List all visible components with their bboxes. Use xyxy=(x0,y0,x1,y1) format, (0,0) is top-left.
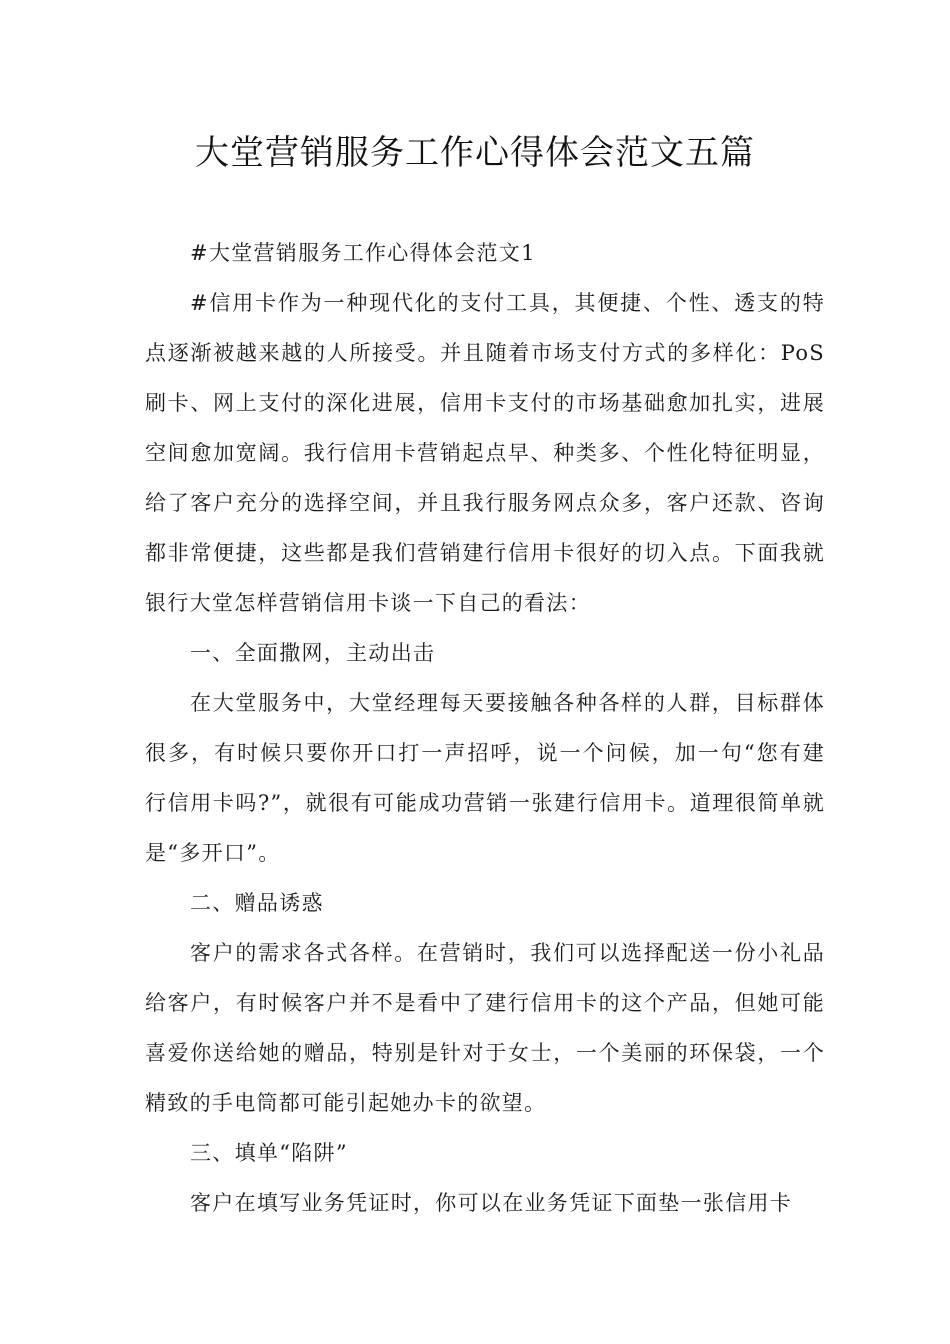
paragraph: 客户在填写业务凭证时，你可以在业务凭证下面垫一张信用卡 xyxy=(190,1191,793,1215)
subheading: 二、赠品诱惑 xyxy=(190,891,324,915)
document-title: 大堂营销服务工作心得体会范文五篇 xyxy=(195,133,755,173)
paragraph: 客户的需求各式各样。在营销时，我们可以选择配送一份小礼品给客户，有时候客户并不是看中了建行信用卡的这个产品，但她可能喜爱你送给她的赠品，特别是针对于女士，一个美丽的环保袋，一个精致的手电筒都可能引起她办卡的欲望。 xyxy=(145,941,825,1115)
subheading: 一、全面撒网，主动出击 xyxy=(190,641,436,665)
document-body xyxy=(145,228,825,1228)
paragraph: #信用卡作为一种现代化的支付工具，其便捷、个性、透支的特点逐渐被越来越的人所接受。并且随着市场支付方式的多样化：PoS刷卡、网上支付的深化进展，信用卡支付的市场基础愈加扎实，进展空间愈加宽阔。我行信用卡营销起点早、种类多、个性化特征明显，给了客户充分的选择空间，并且我行服务网点众多，客户还款、咨询都非常便捷，这些都是我们营销建行信用卡很好的切入点。下面我就银行大堂怎样营销信用卡谈一下自己的看法： xyxy=(145,291,825,615)
subheading: 三、填单“陷阱” xyxy=(190,1141,348,1165)
paragraph: 在大堂服务中，大堂经理每天要接触各种各样的人群，目标群体很多，有时候只要你开口打一声招呼，说一个问候，加一句“您有建行信用卡吗?”，就很有可能成功营销一张建行信用卡。道理很简单就是“多开口”。 xyxy=(145,691,825,865)
section-heading: #大堂营销服务工作心得体会范文1 xyxy=(190,241,536,265)
